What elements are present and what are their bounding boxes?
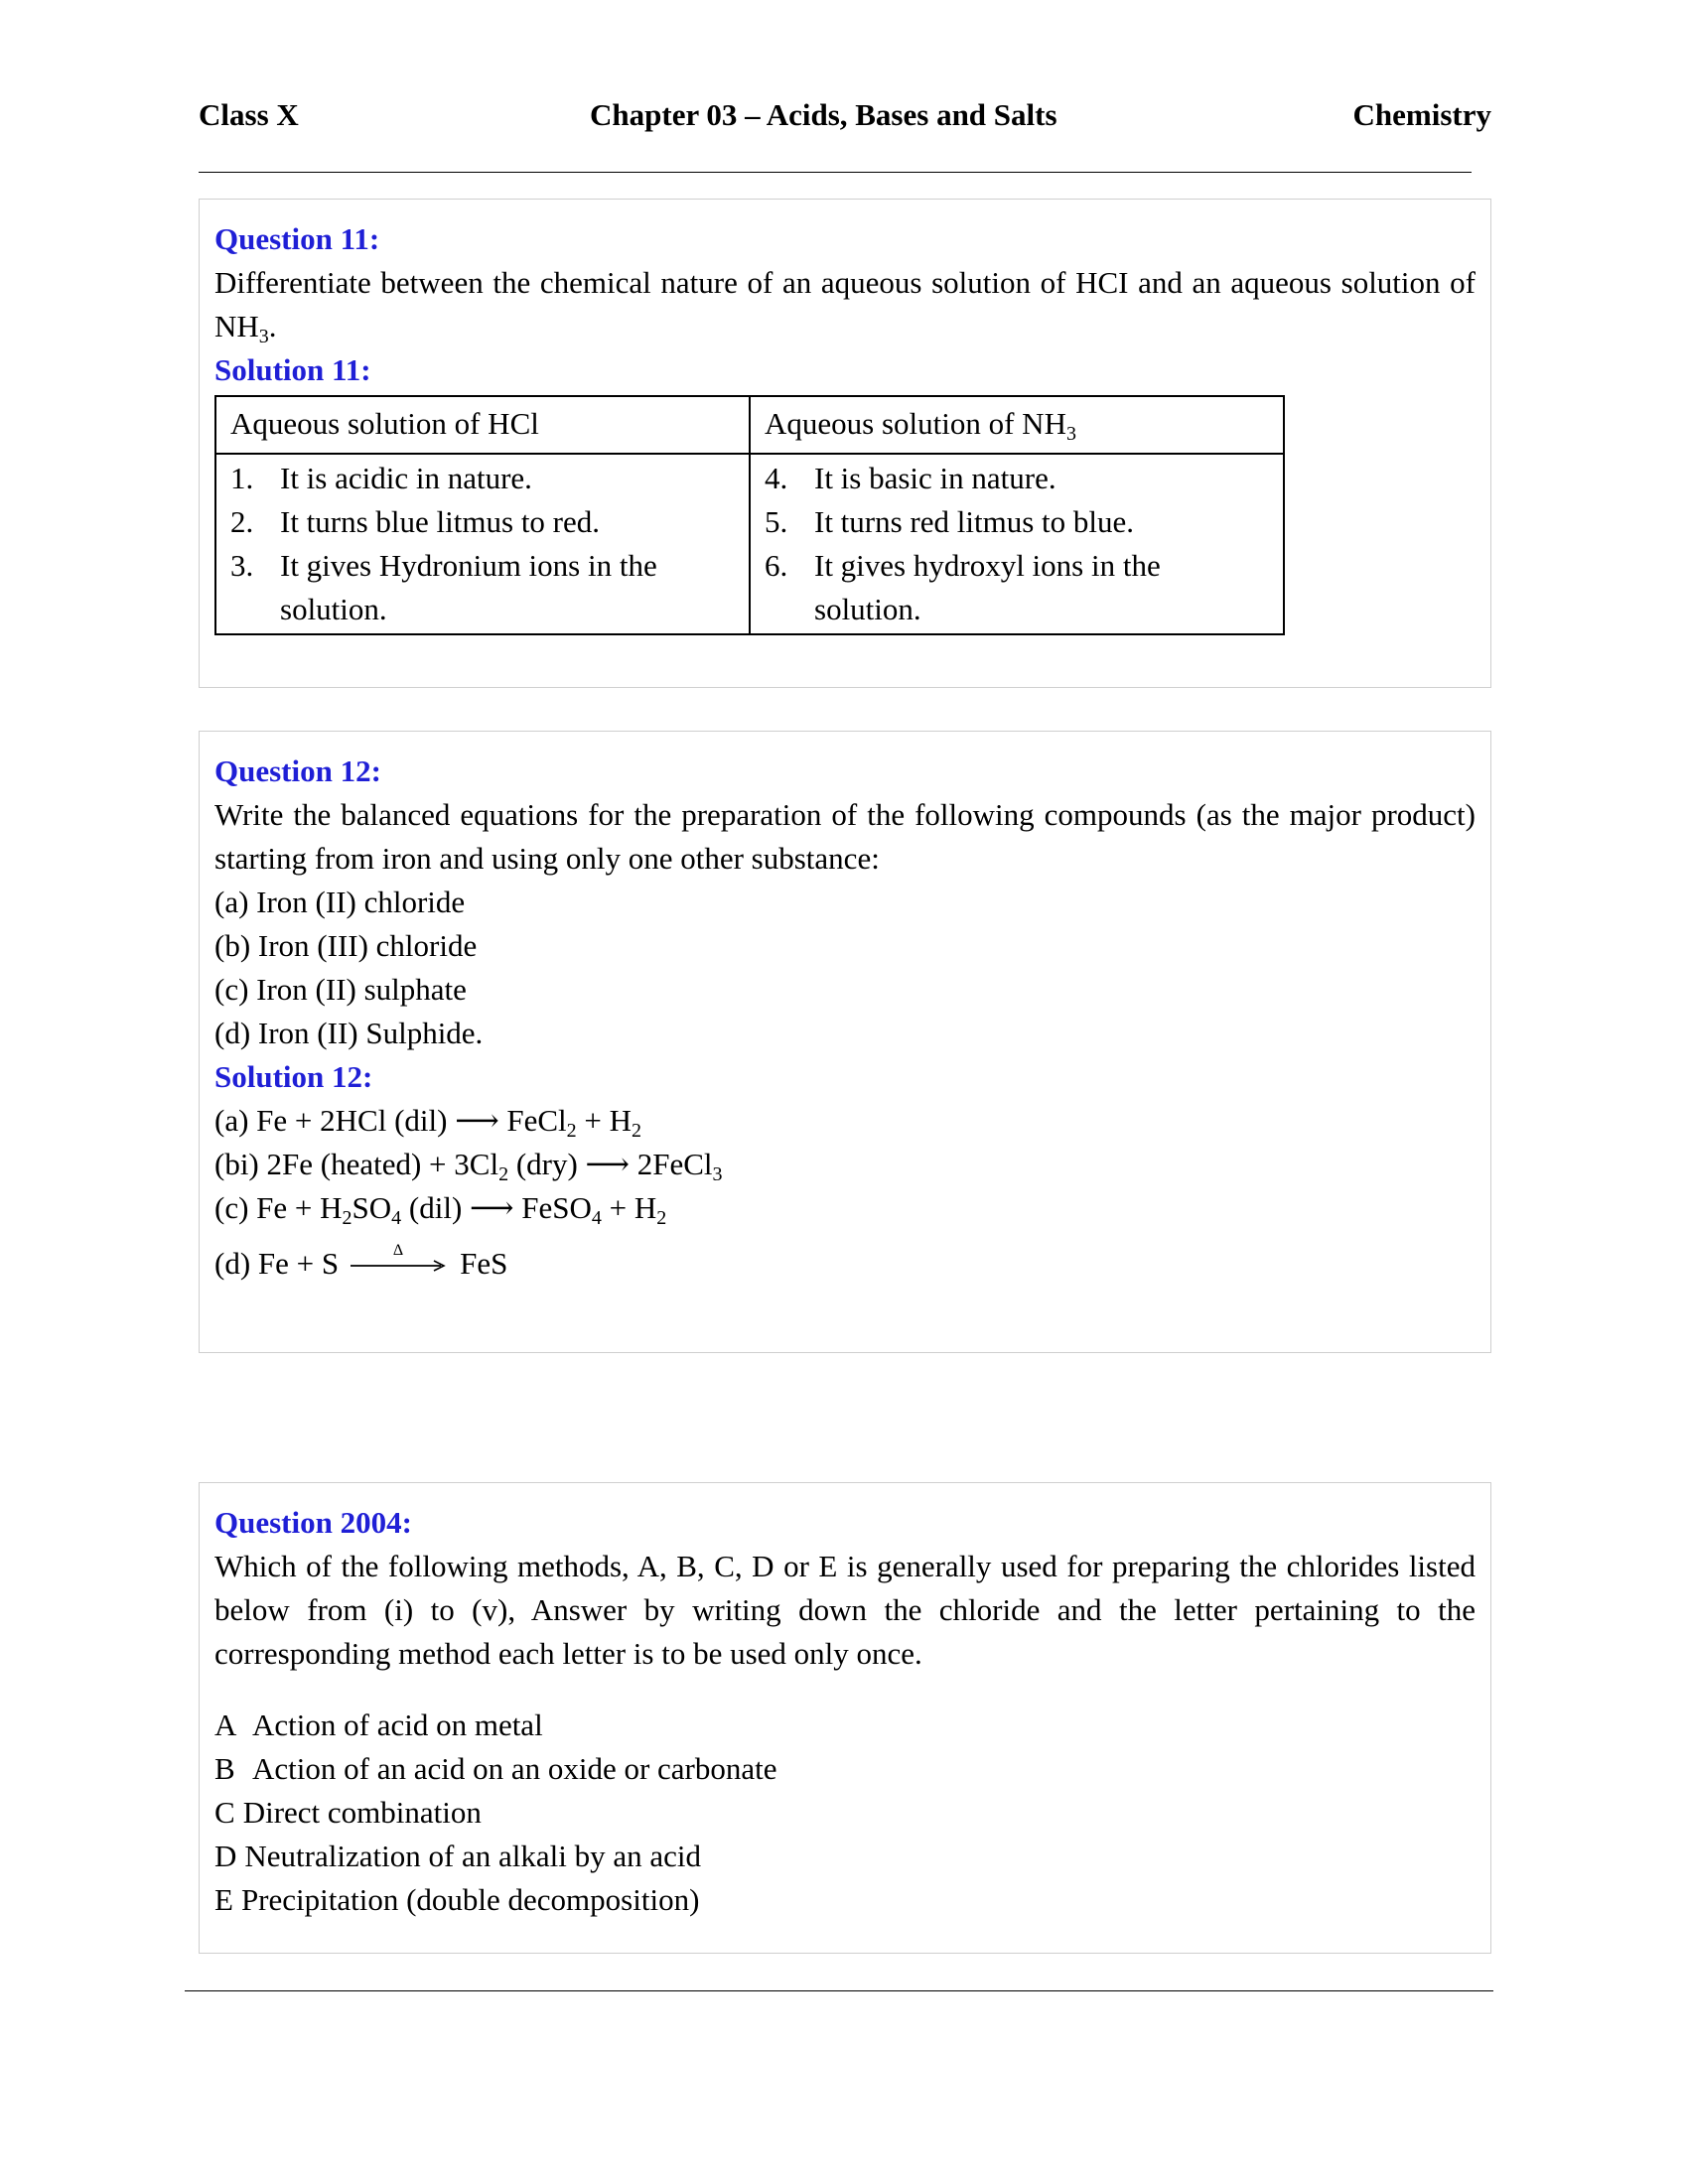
question-11-text: Differentiate between the chemical nature of an aqueous solution of HCI and an aqueous solution of $NH_3$.: [214, 265, 1476, 347]
solution-12-heading: Solution 12:: [214, 1059, 373, 1094]
list-item: (a) Iron (II) chloride: [214, 885, 466, 919]
comparison-table: [214, 395, 1285, 635]
list-item: D Neutralization of an alkali by an acid: [214, 1839, 702, 1873]
subject-label: Chemistry: [1352, 97, 1491, 132]
nh3-column-header: Aqueous solution of $NH_3$: [750, 396, 1284, 454]
list-item: 3. It gives Hydronium ions in the solution.: [230, 548, 657, 626]
equation-d: (d) Fe + S Δ FeS: [214, 1242, 1476, 1286]
footer-divider: [185, 1990, 1493, 1991]
question-2004-text: Which of the following methods, A, B, C, D or E is generally used for preparing the chlorides listed below from (i) to (v), Answer by writing down the chloride and the letter pertaining to the corresponding method each letter is to be used only once.: [214, 1549, 1476, 1671]
question-12-box: [199, 731, 1491, 1353]
chapter-title: Chapter 03 – Acids, Bases and Salts: [590, 97, 1057, 132]
header-divider: [199, 172, 1472, 173]
question-11-heading: Question 11:: [214, 221, 380, 256]
question-12-text: Write the balanced equations for the preparation of the following compounds (as the major product) starting from iron and using only one other substance:: [214, 797, 1476, 876]
list-item: C Direct combination: [214, 1795, 482, 1830]
page-header: [199, 97, 1491, 147]
equation-c: (c) $Fe + H_2SO_4$ (dil) ⟶ FeSO$_4$ + $H_2$: [214, 1190, 667, 1229]
list-item: 6. It gives hydroxyl ions in the solution.: [765, 548, 1161, 626]
heat-arrow: [349, 1242, 448, 1286]
list-item: E Precipitation (double decomposition): [214, 1882, 700, 1917]
nh3-properties-cell: [750, 454, 1284, 634]
class-label: Class X: [199, 97, 299, 132]
hcl-column-header: Aqueous solution of HCl: [215, 396, 750, 454]
list-item: A Action of acid on metal: [214, 1707, 543, 1742]
list-item: 1. It is acidic in nature.: [230, 461, 532, 495]
hcl-properties-cell: [215, 454, 750, 634]
list-item: B Action of an acid on an oxide or carbonate: [214, 1751, 777, 1786]
question-12-heading: Question 12:: [214, 753, 381, 788]
equation-b: (bi) 2Fe (heated) + $3Cl_2$ (dry) ⟶ 2FeCl$_3$: [214, 1147, 723, 1185]
list-item: 2. It turns blue litmus to red.: [230, 504, 601, 539]
list-item: 5. It turns red litmus to blue.: [765, 504, 1135, 539]
table-body-row: [215, 454, 1284, 634]
question-11-box: [199, 199, 1491, 688]
list-item: 4. It is basic in nature.: [765, 461, 1056, 495]
reaction-arrow-icon: [349, 1242, 448, 1278]
equation-a: (a) Fe + 2HCl (dil) ⟶ FeCl$_2$ + $H_2$: [214, 1103, 642, 1142]
methods-list: [214, 1704, 1476, 1922]
list-item: (c) Iron (II) sulphate: [214, 972, 467, 1007]
solution-11-heading: Solution 11:: [214, 352, 371, 387]
list-item: (d) Iron (II) Sulphide.: [214, 1016, 484, 1050]
heat-symbol: Δ: [392, 1242, 404, 1259]
question-2004-box: [199, 1482, 1491, 1954]
question-2004-heading: Question 2004:: [214, 1505, 412, 1540]
list-item: (b) Iron (III) chloride: [214, 928, 478, 963]
table-header-row: [215, 396, 1284, 454]
